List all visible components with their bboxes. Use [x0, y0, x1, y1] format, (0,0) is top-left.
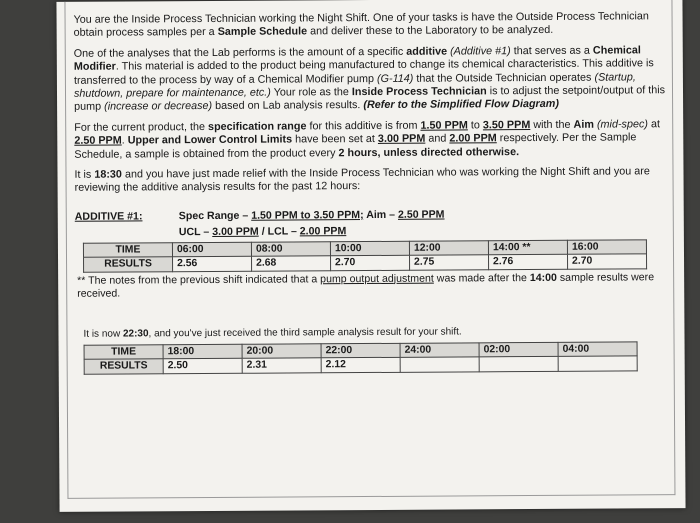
time-cell: 02:00	[479, 342, 558, 357]
text: UCL –	[178, 225, 213, 239]
spec-high: 3.50 PPM	[482, 118, 531, 132]
pump-id: (G-114)	[376, 72, 414, 85]
current-status-line	[83, 324, 667, 341]
text: to	[467, 119, 483, 132]
text: that serves as a	[510, 44, 593, 57]
results-label: RESULTS	[84, 359, 163, 374]
time-cell: 14:00 **	[488, 240, 567, 255]
time-cell: 18:00	[163, 344, 242, 359]
text: One of the analyses that the Lab performs is the amount of a specific	[73, 45, 407, 60]
text: , and you've just received the third sample analysis result for your shift.	[148, 325, 462, 339]
time-cell: 16:00	[567, 240, 646, 255]
spec-ucl-value: 3.00 PPM	[212, 225, 259, 238]
text: It is	[74, 168, 95, 181]
text: based on Lab analysis results.	[212, 99, 364, 113]
text: have been set at	[292, 133, 378, 146]
time-label: TIME	[83, 243, 172, 258]
spec-range-value: 1.50 PPM to 3.50 PPM;	[251, 208, 364, 222]
text: is to adjust the setpoint/output of this pump	[74, 84, 666, 114]
text: For the current product, the	[74, 120, 209, 134]
intro-text-end: and deliver these to the Laboratory to be analyzed.	[307, 24, 554, 38]
spec-line-2	[179, 225, 347, 239]
result-cell: 2.50	[163, 359, 242, 374]
text: .	[121, 134, 128, 147]
document-page	[56, 0, 685, 512]
text: Aim –	[363, 208, 399, 221]
chemical-modifier-term: Chemical Modifier	[73, 44, 641, 74]
additive-label-text: ADDITIVE #1:	[74, 210, 143, 223]
sample-schedule-term: Sample Schedule	[217, 25, 308, 39]
result-cell: 2.75	[410, 255, 489, 270]
results-row	[84, 254, 647, 272]
text: at	[647, 118, 660, 131]
spec-low: 1.50 PPM	[420, 119, 468, 132]
pump-adjustment-term: pump output adjustment	[320, 272, 434, 285]
time-label: TIME	[84, 345, 163, 360]
time-cell: 08:00	[251, 242, 330, 257]
result-cell: 2.70	[568, 254, 647, 269]
now-time: 22:30	[122, 327, 149, 340]
intro-paragraph	[74, 10, 666, 40]
text: Spec Range –	[178, 209, 252, 223]
text: ** The notes from the previous shift indicated that a	[77, 272, 321, 287]
operations-note: (Startup, shutdown, prepare for maintenance, etc.)	[73, 71, 636, 100]
flow-diagram-reference: (Refer to the Simplified Flow Diagram)	[363, 98, 559, 112]
spec-line-1	[179, 208, 445, 223]
lcl-value: 2.00 PPM	[449, 132, 497, 145]
ucl-value: 3.00 PPM	[377, 132, 426, 146]
mid-spec-note: (mid-spec)	[593, 118, 648, 131]
role-term: Inside Process Technician	[351, 85, 487, 99]
result-cell	[558, 356, 637, 371]
text: It is now	[83, 328, 123, 340]
results-table-previous-shift	[83, 239, 647, 272]
spec-range-term: specification range	[208, 120, 307, 133]
spec-block	[75, 207, 667, 243]
relief-paragraph	[74, 165, 666, 195]
result-cell: 2.70	[331, 256, 410, 271]
time-cell: 06:00	[172, 242, 251, 257]
additive-term: additive	[406, 45, 448, 58]
time-cell: 20:00	[242, 344, 321, 359]
sample-interval: 2 hours, unless directed otherwise.	[338, 145, 520, 159]
time-cell: 22:00	[321, 343, 400, 358]
result-cell: 2.56	[173, 257, 252, 272]
text: and you have just made relief with the Inside Process Technician who was working the Night Shift and you are reviewing the additive analysis results for the past 12 hours:	[74, 165, 650, 195]
control-limits-term: Upper and Lower Control Limits	[127, 133, 293, 147]
time-cell: 24:00	[400, 343, 479, 358]
adjust-note: (increase or decrease)	[104, 100, 213, 114]
intro-text: You are the Inside Process Technician working the Night Shift. One of your tasks is have the Outside Process Technician obtain process samples per a	[73, 10, 649, 40]
aim-value: 2.50 PPM	[74, 134, 122, 148]
aim-term: Aim	[573, 118, 594, 131]
text: that the Outside Technician operates	[413, 71, 595, 85]
result-cell: 2.76	[489, 255, 568, 270]
text: for this additive is from	[306, 119, 421, 133]
result-cell: 2.12	[321, 358, 400, 373]
time-cell: 10:00	[330, 241, 409, 256]
result-cell	[400, 357, 479, 372]
time-cell: 04:00	[558, 342, 637, 357]
additive-paragraph	[74, 44, 666, 115]
pump-adjustment-note	[77, 271, 667, 301]
results-table-current-shift	[84, 341, 638, 374]
result-cell: 2.68	[252, 256, 331, 271]
adjustment-time: 14:00	[529, 271, 557, 284]
time-cell: 12:00	[409, 241, 488, 256]
spec-aim-value: 2.50 PPM	[397, 208, 445, 221]
additive-label	[75, 210, 143, 224]
text: respectively. Per the Sample Schedule, a sample is obtained from the product every	[74, 131, 637, 161]
text: and	[425, 132, 450, 145]
additive-id: (Additive #1)	[447, 44, 511, 58]
results-label: RESULTS	[84, 257, 173, 272]
spec-paragraph	[74, 118, 666, 162]
document-body	[74, 10, 668, 374]
spec-lcl-value: 2.00 PPM	[299, 225, 347, 238]
text: was made after the	[433, 271, 530, 285]
text: / LCL –	[258, 225, 300, 238]
text: Your role as the	[270, 86, 352, 99]
text: sample results were received.	[77, 270, 655, 300]
text: with the	[530, 118, 574, 131]
current-time: 18:30	[94, 168, 122, 181]
results-row	[84, 356, 637, 374]
result-cell: 2.31	[242, 358, 321, 373]
text: . This material is added to the product being manufactured to change its chemical characteristics. This additive is transferred to the process by way of a Chemical Modifier pump	[73, 57, 654, 87]
result-cell	[479, 357, 558, 372]
